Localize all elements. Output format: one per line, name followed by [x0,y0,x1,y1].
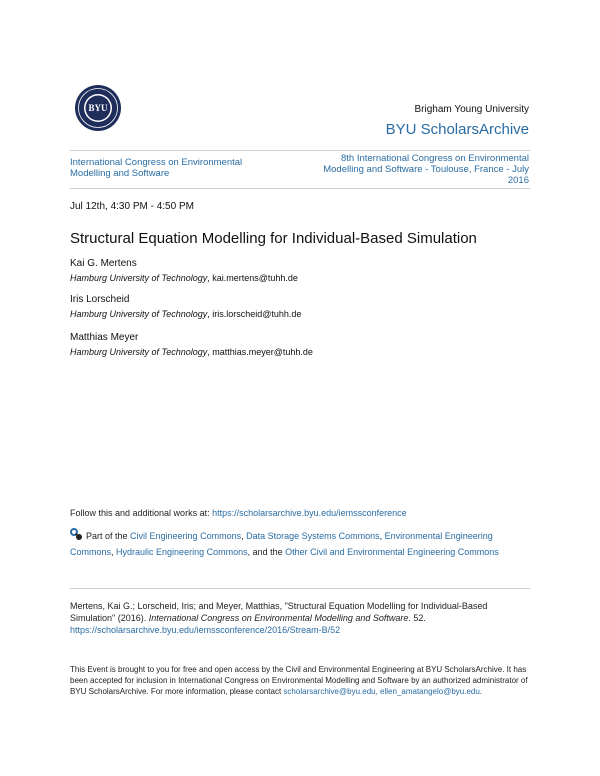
separator: , [379,531,385,541]
paper-title: Structural Equation Modelling for Individual-Based Simulation [70,230,477,247]
affiliation-name: Hamburg University of Technology [70,273,208,283]
contact-email-links[interactable]: scholarsarchive@byu.edu, ellen_amatangelo@byu.edu [283,687,480,696]
citation-divider [70,588,530,589]
separator: , and the [247,547,286,557]
separator: , [241,531,247,541]
access-notice [70,664,530,697]
event-datetime: Jul 12th, 4:30 PM - 4:50 PM [70,201,194,212]
follow-line [70,508,407,518]
commons-link-data-storage[interactable]: Data Storage Systems Commons [246,531,380,541]
conference-edition-link[interactable]: 8th International Congress on Environmental Modelling and Software - Toulouse, France - July 2016 [323,153,529,186]
author-name: Iris Lorscheid [70,294,130,305]
author-affiliation: Hamburg University of Technology, iris.lorscheid@tuhh.de [70,309,302,319]
commons-link-hydraulic[interactable]: Hydraulic Engineering Commons [116,547,248,557]
citation-suffix: . 52. [408,613,426,623]
recommended-citation [70,600,530,636]
byu-seal-icon [74,84,122,132]
logo-text: BYU [88,103,108,113]
commons-link-civil[interactable]: Civil Engineering Commons [130,531,242,541]
affiliation-name: Hamburg University of Technology [70,309,208,319]
author-email: iris.lorscheid@tuhh.de [212,309,302,319]
follow-url-link[interactable]: https://scholarsarchive.byu.edu/iemssconference [212,508,407,518]
author-email: matthias.meyer@tuhh.de [212,347,313,357]
citation-text: Mertens, Kai G.; Lorscheid, Iris; and Meyer, Matthias, "Structural Equation Modelling for Individual-Based Simulation" (2016). [70,601,488,623]
author-affiliation: Hamburg University of Technology, matthias.meyer@tuhh.de [70,347,313,357]
affiliation-name: Hamburg University of Technology [70,347,208,357]
citation-journal: International Congress on Environmental Modelling and Software [148,613,409,623]
follow-text: Follow this and additional works at: [70,508,213,518]
part-of-prefix: Part of the [86,531,131,541]
author-name: Kai G. Mertens [70,258,137,269]
institution-name: Brigham Young University [414,104,529,115]
author-affiliation: Hamburg University of Technology, kai.mertens@tuhh.de [70,273,298,283]
notice-end: . [479,687,483,696]
header-divider [70,188,530,189]
citation-url-link[interactable]: https://scholarsarchive.byu.edu/iemssconference/2016/Stream-B/52 [70,625,341,635]
author-email: kai.mertens@tuhh.de [212,273,298,283]
network-icon [70,528,83,541]
separator: , [111,547,117,557]
archive-name[interactable]: BYU ScholarsArchive [385,121,529,138]
commons-link-environmental[interactable]: Environmental Engineering Commons [70,531,493,557]
top-divider [70,150,530,151]
byu-logo [74,84,122,132]
notice-text: This Event is brought to you for free and open access by the Civil and Environmental Engineering at BYU ScholarsArchive. It has been accepted for inclusion in International Congress on Environmental Modelling and Software by an authorized administrator of BYU ScholarsArchive. For more information, please contact [70,665,528,696]
commons-link-other-civil[interactable]: Other Civil and Environmental Engineering Commons [285,547,499,557]
part-of-section [70,528,530,560]
author-name: Matthias Meyer [70,332,139,343]
conference-series-link[interactable]: International Congress on Environmental Modelling and Software [70,157,243,179]
